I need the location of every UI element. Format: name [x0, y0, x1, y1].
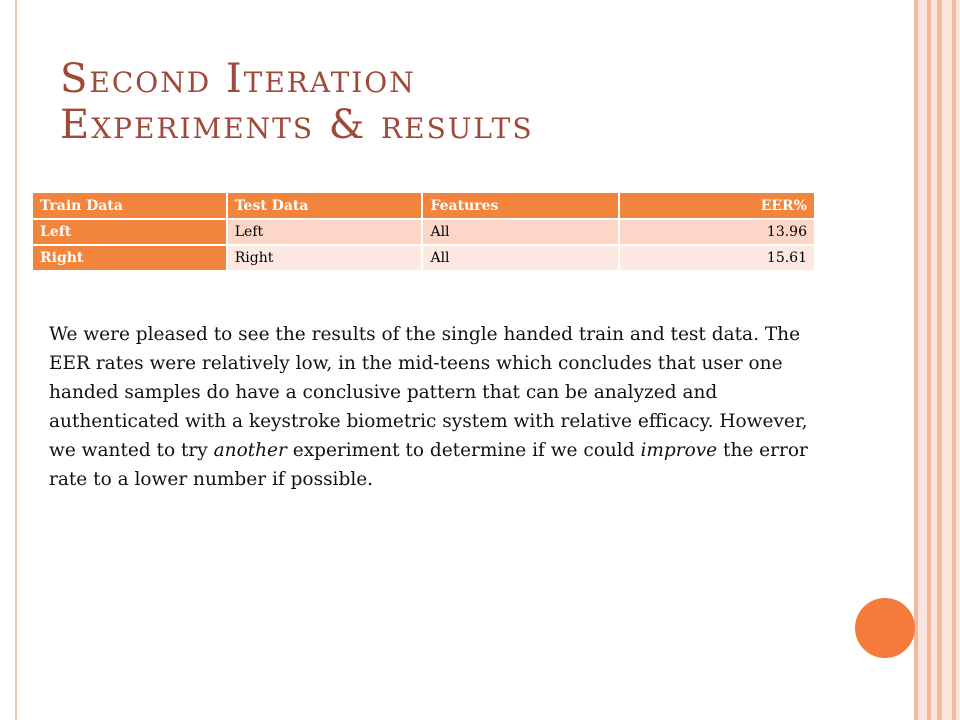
title-line-2: Experiments & results [60, 102, 534, 148]
decorative-circle [855, 598, 915, 658]
paragraph-text: We were pleased to see the results of the single handed train and test data. The EER rates were relatively low, in the mid-teens which concludes that user one handed samples do have a conclusive pattern that can be analyzed and authenticated with a keystroke biometric system with relative efficacy. However, we wanted to try [49, 324, 808, 461]
title-line-1: Second Iteration [60, 56, 416, 102]
emphasis-another: another [213, 440, 287, 461]
table-row [33, 245, 815, 271]
body-paragraph [49, 320, 839, 494]
decor-stripe [927, 0, 931, 720]
left-border-line [15, 0, 17, 720]
paragraph-text: experiment to determine if we could [286, 440, 641, 461]
row-test-data: Right [227, 245, 423, 271]
slide-title [60, 56, 534, 148]
row-train-data: Right [33, 245, 227, 271]
results-table [33, 193, 816, 272]
header-eer: EER% [619, 193, 815, 219]
table-header-row [33, 193, 815, 219]
header-features: Features [422, 193, 619, 219]
decor-stripe [914, 0, 918, 720]
emphasis-improve: improve [640, 440, 718, 461]
row-eer: 13.96 [619, 219, 815, 245]
header-train-data: Train Data [33, 193, 227, 219]
row-test-data: Left [227, 219, 423, 245]
table-row [33, 219, 815, 245]
row-features: All [422, 245, 619, 271]
header-test-data: Test Data [227, 193, 423, 219]
row-eer: 15.61 [619, 245, 815, 271]
row-train-data: Left [33, 219, 227, 245]
row-features: All [422, 219, 619, 245]
decor-stripe [952, 0, 956, 720]
decor-stripe [937, 0, 942, 720]
paragraph-text: the error rate to a lower number if possible. [49, 440, 808, 490]
